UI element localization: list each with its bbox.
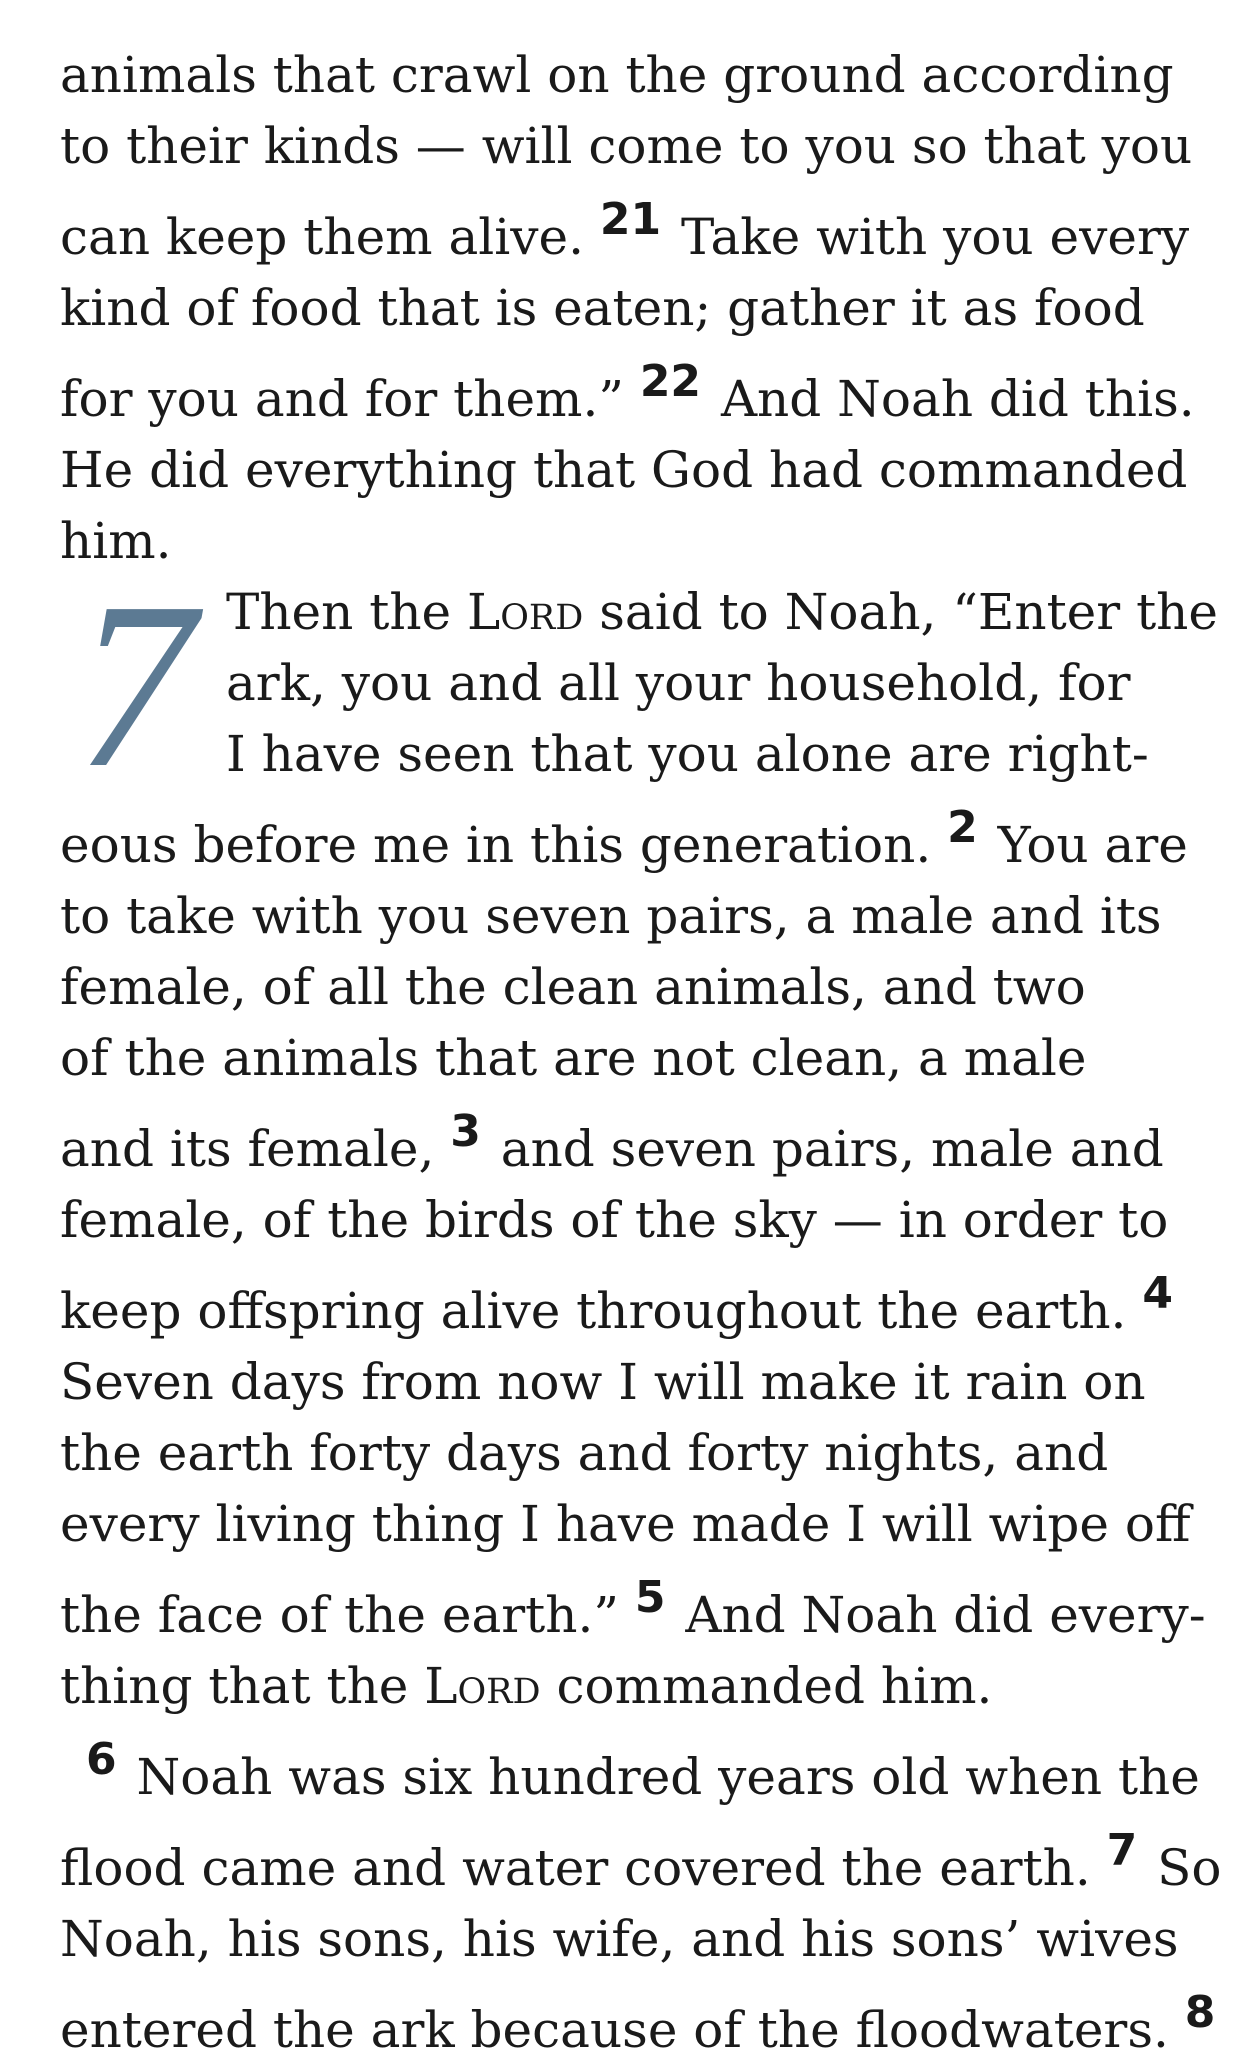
text-line: thing that the Lord commanded him. bbox=[60, 1657, 993, 1715]
text-line: Seven days from now I will make it rain on bbox=[60, 1353, 1146, 1411]
chapter-number: 7 bbox=[76, 554, 195, 817]
verse-number: 8 bbox=[1184, 1987, 1216, 2038]
text-line: female, of all the clean animals, and two bbox=[60, 958, 1086, 1016]
verse-number: 2 bbox=[947, 802, 978, 853]
text-line: for you and for them.” 22 And Noah did this. bbox=[60, 356, 1195, 428]
scripture-page bbox=[60, 40, 1222, 2066]
verse-number: 3 bbox=[450, 1106, 481, 1157]
text-line: the face of the earth.” 5 And Noah did every- bbox=[60, 1572, 1206, 1644]
verse-number: 7 bbox=[1106, 1825, 1138, 1876]
verse-number: 4 bbox=[1142, 1268, 1173, 1319]
text-line: eous before me in this generation. 2 You are bbox=[60, 802, 1188, 874]
chapter-opening-text bbox=[226, 577, 1218, 790]
divine-name: Lord bbox=[467, 583, 584, 641]
passage-before-chapter bbox=[60, 40, 1195, 577]
text-line: Noah, his sons, his wife, and his sons’ wives bbox=[60, 1910, 1179, 1968]
divine-name: Lord bbox=[424, 1657, 541, 1715]
chapter-7-opening bbox=[60, 554, 1218, 817]
text-line: to their kinds — will come to you so that you bbox=[60, 117, 1193, 175]
passage-after-chapter bbox=[60, 790, 1206, 1651]
chapter-line-2: ark, you and all your household, for bbox=[226, 654, 1131, 712]
passage-final bbox=[60, 1722, 1222, 2066]
text-line: He did everything that God had commanded bbox=[60, 441, 1188, 499]
text-line: keep offspring alive throughout the earth. 4 bbox=[60, 1268, 1173, 1340]
text-line: flood came and water covered the earth. 7 So bbox=[60, 1825, 1222, 1897]
text-line: the earth forty days and forty nights, and bbox=[60, 1424, 1109, 1482]
text-line: female, of the birds of the sky — in order to bbox=[60, 1191, 1169, 1249]
text-line: kind of food that is eaten; gather it as food bbox=[60, 279, 1145, 337]
text-line: of the animals that are not clean, a male bbox=[60, 1029, 1087, 1087]
text-line: can keep them alive. 21 Take with you every bbox=[60, 194, 1190, 266]
text-line: animals that crawl on the ground according bbox=[60, 46, 1174, 104]
text-line: 6 Noah was six hundred years old when the bbox=[86, 1734, 1200, 1806]
verse-number: 21 bbox=[599, 194, 662, 245]
verse-number: 5 bbox=[634, 1572, 666, 1623]
chapter-line-1: Then the Lord said to Noah, “Enter the bbox=[226, 583, 1218, 641]
verse-number: 22 bbox=[639, 356, 702, 407]
text-line: entered the ark because of the floodwaters. 8 bbox=[60, 1987, 1216, 2059]
text-line: and its female, 3 and seven pairs, male and bbox=[60, 1106, 1164, 1178]
text-line: to take with you seven pairs, a male and its bbox=[60, 887, 1162, 945]
text-line: every living thing I have made I will wipe off bbox=[60, 1495, 1191, 1553]
verse-number: 6 bbox=[86, 1734, 117, 1785]
text-line: him. bbox=[60, 512, 172, 570]
chapter-line-3: I have seen that you alone are right- bbox=[226, 725, 1149, 783]
